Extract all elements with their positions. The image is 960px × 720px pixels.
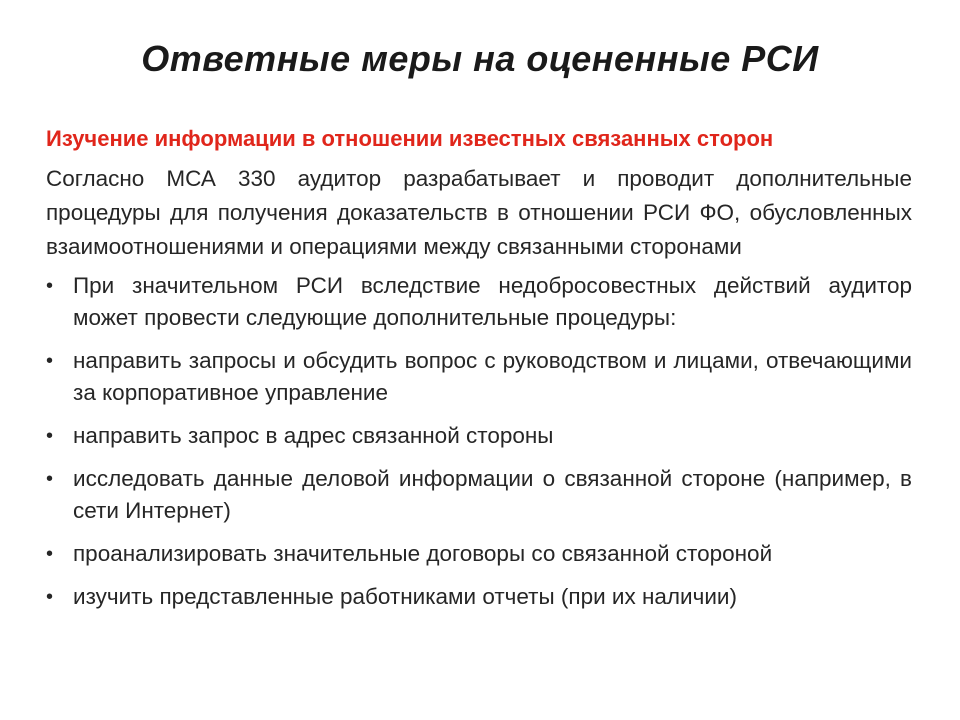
bullet-item xyxy=(46,538,912,570)
bullet-item xyxy=(46,581,912,613)
bullet-icon: • xyxy=(46,350,54,372)
slide-content xyxy=(46,122,912,624)
bullet-text: проанализировать значительные договоры со связанной стороной xyxy=(73,541,773,566)
bullet-icon: • xyxy=(46,586,54,608)
section-subheading: Изучение информации в отношении известных связанных сторон xyxy=(46,126,774,151)
bullet-item xyxy=(46,420,912,452)
bullet-icon: • xyxy=(46,425,54,447)
bullet-text: направить запросы и обсудить вопрос с руководством и лицами, отвечающими за корпоративное управление xyxy=(73,348,912,405)
bullet-text: исследовать данные деловой информации о связанной стороне (например, в сети Интернет) xyxy=(73,466,912,523)
bullet-text: изучить представленные работниками отчеты (при их наличии) xyxy=(73,584,737,609)
bullet-icon: • xyxy=(46,275,54,297)
bullet-icon: • xyxy=(46,468,54,490)
intro-paragraph: Согласно МСА 330 аудитор разрабатывает и проводит дополнительные процедуры для получения доказательств в отношении РСИ ФО, обусловленных взаимоотношениями и операциями между связанными сторонами xyxy=(46,166,912,259)
slide-title: Ответные меры на оцененные РСИ xyxy=(141,38,819,79)
bullet-text: направить запрос в адрес связанной стороны xyxy=(73,423,554,448)
bullet-item xyxy=(46,345,912,409)
bullet-text: При значительном РСИ вследствие недобросовестных действий аудитор может провести следующие дополнительные процедуры: xyxy=(73,273,912,330)
bullet-item xyxy=(46,270,912,334)
bullet-icon: • xyxy=(46,543,54,565)
bullet-item xyxy=(46,463,912,527)
bullet-list xyxy=(46,270,912,613)
